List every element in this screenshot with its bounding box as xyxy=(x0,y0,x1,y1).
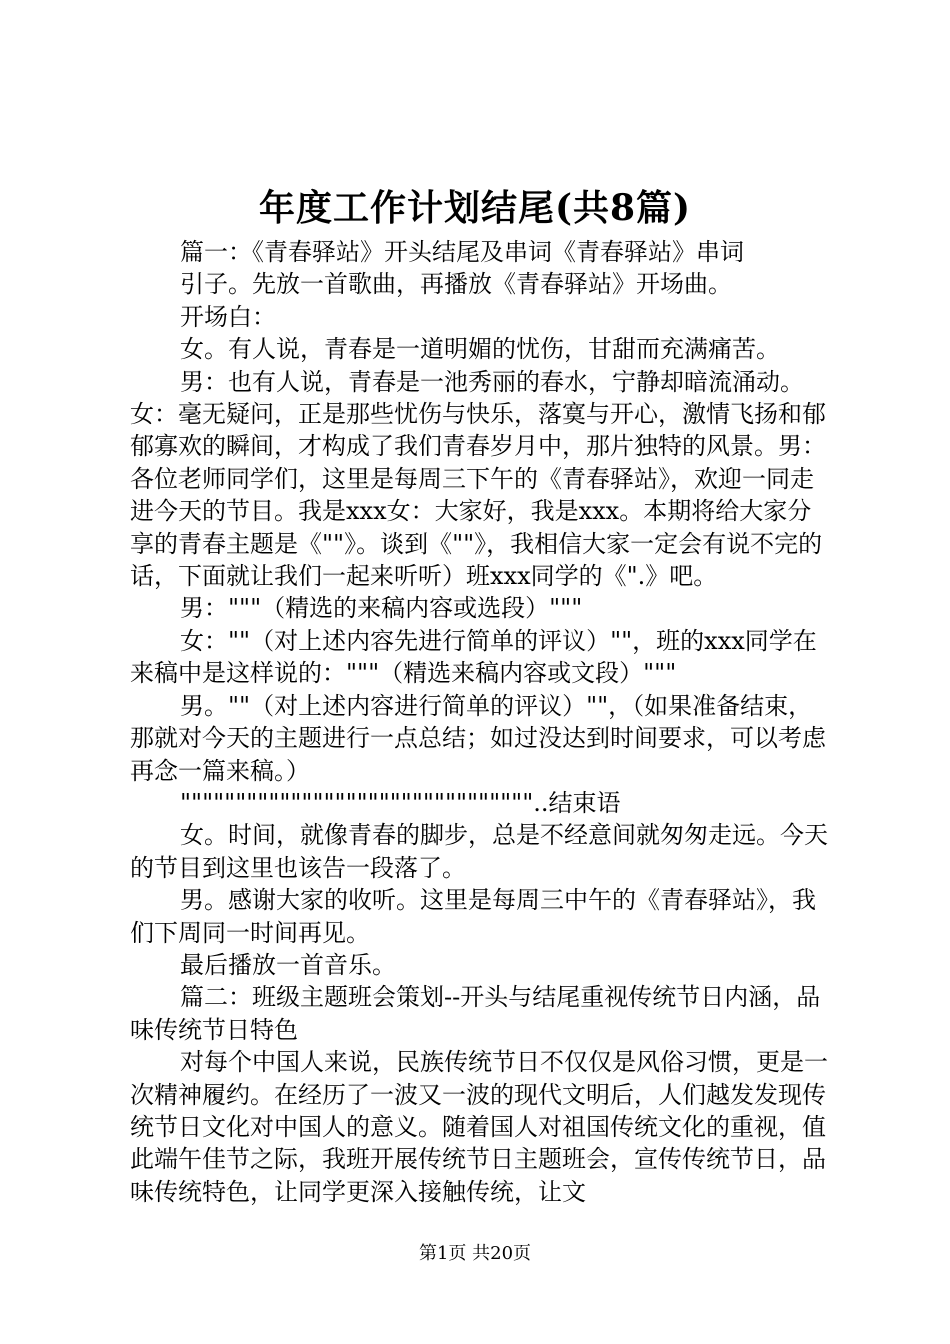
paragraph: 女：""（对上述内容先进行简单的评议）""，班的xxx同学在来稿中是这样说的："""（精选来稿内容或文段）""" xyxy=(130,626,817,688)
paragraph: 最后播放一首音乐。 xyxy=(180,950,396,979)
paragraph: 男。""（对上述内容进行简单的评议）""，（如果准备结束，那就对今天的主题进行一点总结；如过没达到时间要求，可以考虑再念一篇来稿。） xyxy=(130,691,826,785)
document-body xyxy=(130,236,830,1208)
page-footer: 第1页 共20页 xyxy=(418,1243,532,1264)
paragraph: 女。时间，就像青春的脚步，总是不经意间就匆匆走远。今天的节目到这里也该告一段落了。 xyxy=(130,821,828,882)
paragraph: 男。感谢大家的收听。这里是每周三中午的《青春驿站》，我们下周同一时间再见。 xyxy=(130,886,816,947)
paragraph: 女。有人说，青春是一道明媚的忧伤，甘甜而充满痛苦。 xyxy=(180,335,780,364)
paragraph: 开场白： xyxy=(180,302,276,331)
paragraph: 男："""（精选的来稿内容或选段）""" xyxy=(180,594,583,623)
paragraph: 篇二：班级主题班会策划--开头与结尾重视传统节日内涵，品味传统节日特色 xyxy=(130,983,821,1044)
paragraph: 对每个中国人来说，民族传统节日不仅仅是风俗习惯，更是一次精神履约。在经历了一波又一波的现代文明后，人们越发发现传统节日文化对中国人的意义。随着国人对祖国传统文化的重视，值此端午佳节之际，我班开展传统节日主题班会，宣传传统节日，品味传统特色，让同学更深入接触传统，让文 xyxy=(130,1048,828,1206)
paragraph: """"""""""""""""""""""""""""""""..结束语 xyxy=(180,788,621,817)
document-title: 年度工作计划结尾(共8篇) xyxy=(258,187,692,229)
paragraph: 男：也有人说，青春是一池秀丽的春水，宁静却暗流涌动。女：毫无疑问，正是那些忧伤与快乐，落寞与开心，激情飞扬和郁郁寡欢的瞬间，才构成了我们青春岁月中，那片独特的风景。男：各位老师同学们，这里是每周三下午的《青春驿站》，欢迎一同走进今天的节目。我是xxx女：大家好，我是xxx。本期将给大家分享的青春主题是《""》。谈到《""》，我相信大家一定会有说不完的话，下面就让我们一起来听听）班xxx同学的《".》吧。 xyxy=(130,367,826,591)
paragraph: 篇一：《青春驿站》开头结尾及串词《青春驿站》串词 xyxy=(180,238,744,266)
paragraph: 引子。先放一首歌曲，再播放《青春驿站》开场曲。 xyxy=(180,270,732,299)
